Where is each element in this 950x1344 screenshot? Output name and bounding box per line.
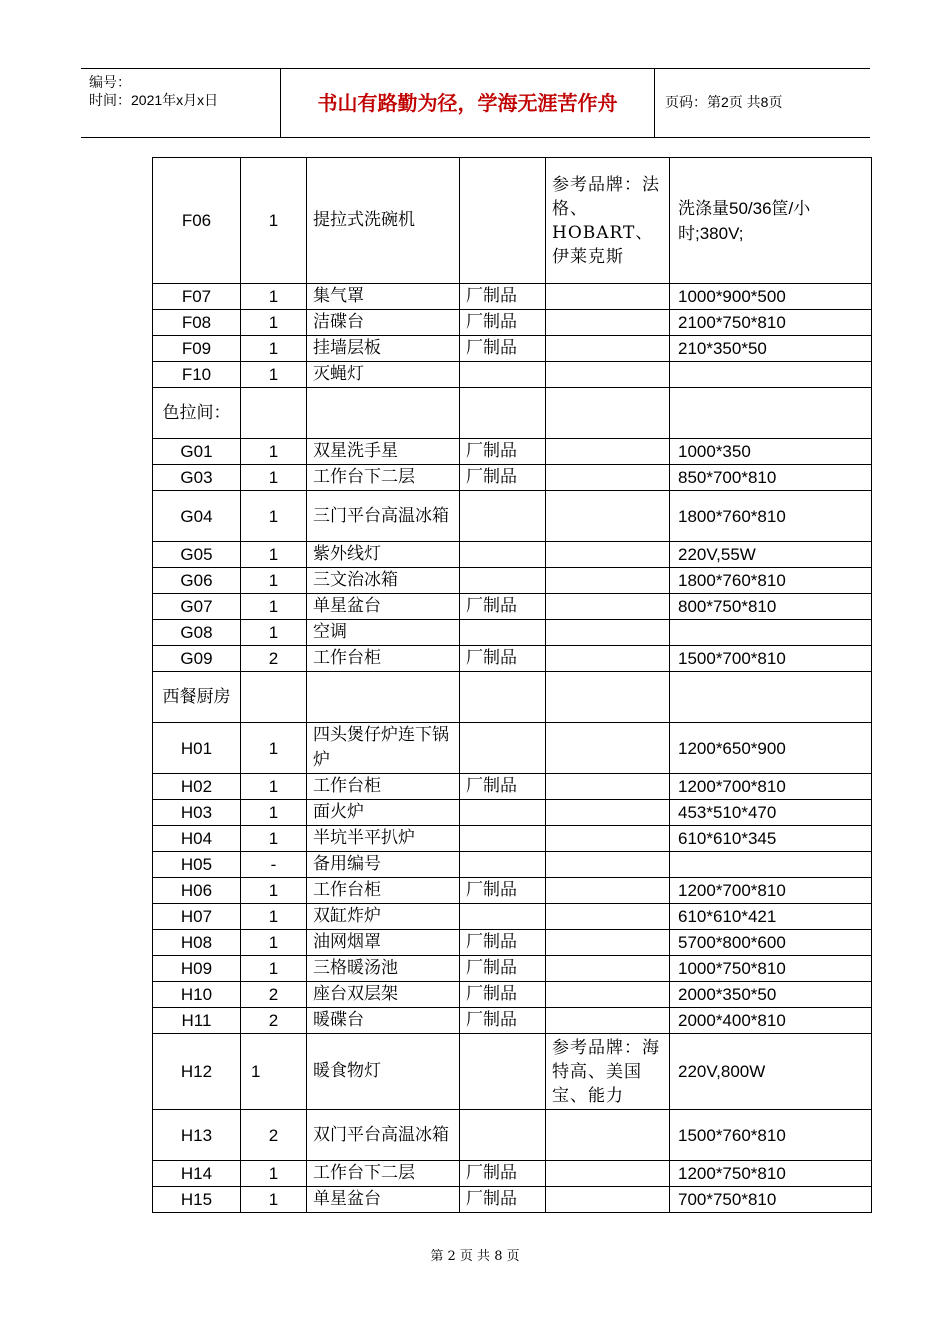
item-manufacture-type xyxy=(460,852,546,878)
item-specification: 2000*400*810 xyxy=(670,1008,872,1034)
item-name: 紫外线灯 xyxy=(307,542,460,568)
table-row xyxy=(153,904,872,930)
item-code: H15 xyxy=(153,1187,241,1213)
number-label: 编号： xyxy=(89,74,131,90)
item-quantity: 1 xyxy=(241,594,307,620)
section-row xyxy=(153,388,872,439)
item-quantity: 1 xyxy=(241,362,307,388)
item-manufacture-type: 厂制品 xyxy=(460,1008,546,1034)
page-header xyxy=(81,68,870,138)
item-code: G05 xyxy=(153,542,241,568)
item-reference-brand xyxy=(546,930,670,956)
empty-cell xyxy=(241,388,307,439)
item-quantity: 2 xyxy=(241,1110,307,1161)
item-code: H12 xyxy=(153,1034,241,1110)
item-code: H03 xyxy=(153,800,241,826)
item-manufacture-type: 厂制品 xyxy=(460,956,546,982)
equipment-table xyxy=(152,157,872,1213)
item-reference-brand xyxy=(546,439,670,465)
header-meta-cell xyxy=(81,69,281,137)
item-quantity: 2 xyxy=(241,646,307,672)
empty-cell xyxy=(546,388,670,439)
item-reference-brand xyxy=(546,826,670,852)
table-row xyxy=(153,491,872,542)
item-specification: 850*700*810 xyxy=(670,465,872,491)
item-code: H11 xyxy=(153,1008,241,1034)
item-specification: 210*350*50 xyxy=(670,336,872,362)
item-reference-brand xyxy=(546,362,670,388)
item-reference-brand xyxy=(546,800,670,826)
item-manufacture-type xyxy=(460,620,546,646)
section-label: 色拉间： xyxy=(153,388,241,439)
item-reference-brand xyxy=(546,336,670,362)
table-row xyxy=(153,594,872,620)
item-name: 双门平台高温冰箱 xyxy=(307,1110,460,1161)
item-manufacture-type xyxy=(460,800,546,826)
item-name: 挂墙层板 xyxy=(307,336,460,362)
equipment-table-body xyxy=(153,158,872,1213)
item-code: G01 xyxy=(153,439,241,465)
item-reference-brand xyxy=(546,465,670,491)
item-specification: 2000*350*50 xyxy=(670,982,872,1008)
table-row xyxy=(153,439,872,465)
section-label: 西餐厨房 xyxy=(153,672,241,723)
item-quantity: 1 xyxy=(241,310,307,336)
item-name: 空调 xyxy=(307,620,460,646)
empty-cell xyxy=(307,672,460,723)
item-code: H02 xyxy=(153,774,241,800)
item-reference-brand xyxy=(546,491,670,542)
item-name: 双缸炸炉 xyxy=(307,904,460,930)
item-name: 单星盆台 xyxy=(307,594,460,620)
item-name: 洁碟台 xyxy=(307,310,460,336)
empty-cell xyxy=(670,388,872,439)
item-specification: 220V,55W xyxy=(670,542,872,568)
item-reference-brand xyxy=(546,594,670,620)
table-row xyxy=(153,542,872,568)
item-code: G08 xyxy=(153,620,241,646)
item-name: 座台双层架 xyxy=(307,982,460,1008)
table-row xyxy=(153,852,872,878)
item-name: 提拉式洗碗机 xyxy=(307,158,460,284)
item-code: H09 xyxy=(153,956,241,982)
item-manufacture-type: 厂制品 xyxy=(460,336,546,362)
item-manufacture-type: 厂制品 xyxy=(460,878,546,904)
table-row xyxy=(153,956,872,982)
item-specification: 610*610*345 xyxy=(670,826,872,852)
item-code: G06 xyxy=(153,568,241,594)
table-row xyxy=(153,1110,872,1161)
empty-cell xyxy=(546,672,670,723)
item-specification: 1000*750*810 xyxy=(670,956,872,982)
item-name: 三格暖汤池 xyxy=(307,956,460,982)
item-specification: 1200*650*900 xyxy=(670,723,872,774)
time-label: 时间：2021年x月x日 xyxy=(89,92,219,108)
item-manufacture-type: 厂制品 xyxy=(460,774,546,800)
item-specification: 1000*900*500 xyxy=(670,284,872,310)
item-quantity: 1 xyxy=(241,774,307,800)
item-code: H01 xyxy=(153,723,241,774)
item-specification xyxy=(670,620,872,646)
table-row xyxy=(153,336,872,362)
header-motto-cell xyxy=(281,69,655,137)
item-reference-brand: 参考品牌：法格、HOBART、伊莱克斯 xyxy=(546,158,670,284)
item-specification xyxy=(670,362,872,388)
item-manufacture-type xyxy=(460,826,546,852)
empty-cell xyxy=(307,388,460,439)
table-row xyxy=(153,930,872,956)
item-quantity: 1 xyxy=(241,800,307,826)
item-code: H04 xyxy=(153,826,241,852)
item-manufacture-type: 厂制品 xyxy=(460,1161,546,1187)
item-name: 双星洗手星 xyxy=(307,439,460,465)
item-reference-brand xyxy=(546,904,670,930)
item-name: 暖碟台 xyxy=(307,1008,460,1034)
item-name: 工作台柜 xyxy=(307,774,460,800)
item-code: F10 xyxy=(153,362,241,388)
item-quantity: 1 xyxy=(241,930,307,956)
item-manufacture-type: 厂制品 xyxy=(460,930,546,956)
item-specification: 5700*800*600 xyxy=(670,930,872,956)
item-specification: 洗涤量50/36筐/小时;380V; xyxy=(670,158,872,284)
item-reference-brand xyxy=(546,620,670,646)
item-reference-brand xyxy=(546,542,670,568)
item-manufacture-type xyxy=(460,542,546,568)
item-manufacture-type: 厂制品 xyxy=(460,439,546,465)
item-manufacture-type xyxy=(460,723,546,774)
item-name: 工作台柜 xyxy=(307,878,460,904)
item-specification: 1800*760*810 xyxy=(670,491,872,542)
item-quantity: 1 xyxy=(241,620,307,646)
item-name: 工作台下二层 xyxy=(307,1161,460,1187)
item-code: F09 xyxy=(153,336,241,362)
table-row xyxy=(153,646,872,672)
item-manufacture-type: 厂制品 xyxy=(460,465,546,491)
item-quantity: 2 xyxy=(241,982,307,1008)
item-name: 面火炉 xyxy=(307,800,460,826)
item-manufacture-type: 厂制品 xyxy=(460,310,546,336)
item-manufacture-type: 厂制品 xyxy=(460,1187,546,1213)
table-row xyxy=(153,1008,872,1034)
item-name: 三文治冰箱 xyxy=(307,568,460,594)
item-quantity: 1 xyxy=(241,336,307,362)
item-name: 油网烟罩 xyxy=(307,930,460,956)
item-quantity: 1 xyxy=(241,439,307,465)
item-quantity: 1 xyxy=(241,465,307,491)
item-name: 工作台下二层 xyxy=(307,465,460,491)
item-specification: 2100*750*810 xyxy=(670,310,872,336)
item-specification: 1500*700*810 xyxy=(670,646,872,672)
item-reference-brand xyxy=(546,956,670,982)
table-row xyxy=(153,568,872,594)
item-specification: 610*610*421 xyxy=(670,904,872,930)
item-code: F08 xyxy=(153,310,241,336)
item-quantity: 1 xyxy=(241,878,307,904)
item-specification: 1800*760*810 xyxy=(670,568,872,594)
item-manufacture-type xyxy=(460,568,546,594)
table-row xyxy=(153,982,872,1008)
item-quantity: 1 xyxy=(241,1187,307,1213)
table-row xyxy=(153,723,872,774)
header-page-cell xyxy=(655,69,870,137)
item-code: H10 xyxy=(153,982,241,1008)
item-specification: 1500*760*810 xyxy=(670,1110,872,1161)
empty-cell xyxy=(460,672,546,723)
item-quantity: 1 xyxy=(241,568,307,594)
item-code: G03 xyxy=(153,465,241,491)
page-number-label: 页码：第2页 共8页 xyxy=(665,94,783,110)
item-reference-brand xyxy=(546,646,670,672)
page-footer: 第 2 页 共 8 页 xyxy=(430,1249,520,1264)
table-row xyxy=(153,310,872,336)
item-reference-brand xyxy=(546,1008,670,1034)
item-specification: 1200*700*810 xyxy=(670,878,872,904)
item-manufacture-type: 厂制品 xyxy=(460,646,546,672)
table-row xyxy=(153,620,872,646)
table-row xyxy=(153,774,872,800)
item-specification: 220V,800W xyxy=(670,1034,872,1110)
item-name: 半坑半平扒炉 xyxy=(307,826,460,852)
table-row xyxy=(153,1187,872,1213)
item-reference-brand xyxy=(546,1161,670,1187)
item-code: G07 xyxy=(153,594,241,620)
table-row xyxy=(153,826,872,852)
item-reference-brand xyxy=(546,878,670,904)
item-name: 灭蝇灯 xyxy=(307,362,460,388)
item-quantity: 1 xyxy=(241,1034,307,1110)
empty-cell xyxy=(460,388,546,439)
item-code: F06 xyxy=(153,158,241,284)
item-specification: 1200*700*810 xyxy=(670,774,872,800)
item-quantity: 1 xyxy=(241,1161,307,1187)
item-specification: 453*510*470 xyxy=(670,800,872,826)
item-manufacture-type xyxy=(460,904,546,930)
item-code: H07 xyxy=(153,904,241,930)
item-reference-brand xyxy=(546,982,670,1008)
item-manufacture-type xyxy=(460,158,546,284)
item-reference-brand xyxy=(546,774,670,800)
item-name: 工作台柜 xyxy=(307,646,460,672)
item-reference-brand xyxy=(546,852,670,878)
item-name: 备用编号 xyxy=(307,852,460,878)
item-manufacture-type: 厂制品 xyxy=(460,594,546,620)
item-name: 集气罩 xyxy=(307,284,460,310)
table-row xyxy=(153,1161,872,1187)
table-row xyxy=(153,465,872,491)
item-quantity: 1 xyxy=(241,956,307,982)
item-reference-brand xyxy=(546,723,670,774)
item-quantity: 1 xyxy=(241,284,307,310)
empty-cell xyxy=(670,672,872,723)
item-reference-brand xyxy=(546,1110,670,1161)
item-manufacture-type xyxy=(460,362,546,388)
item-code: H13 xyxy=(153,1110,241,1161)
item-code: H08 xyxy=(153,930,241,956)
item-quantity: 1 xyxy=(241,904,307,930)
table-row xyxy=(153,878,872,904)
item-reference-brand xyxy=(546,310,670,336)
item-reference-brand xyxy=(546,568,670,594)
item-quantity: 1 xyxy=(241,826,307,852)
item-manufacture-type: 厂制品 xyxy=(460,982,546,1008)
item-code: G04 xyxy=(153,491,241,542)
table-row xyxy=(153,158,872,284)
item-quantity: 1 xyxy=(241,542,307,568)
item-quantity: 1 xyxy=(241,491,307,542)
table-row xyxy=(153,362,872,388)
item-specification: 700*750*810 xyxy=(670,1187,872,1213)
item-name: 三门平台高温冰箱 xyxy=(307,491,460,542)
empty-cell xyxy=(241,672,307,723)
item-quantity: - xyxy=(241,852,307,878)
item-code: F07 xyxy=(153,284,241,310)
item-code: G09 xyxy=(153,646,241,672)
item-specification xyxy=(670,852,872,878)
item-quantity: 1 xyxy=(241,723,307,774)
item-manufacture-type xyxy=(460,1110,546,1161)
motto-text: 书山有路勤为径，学海无涯苦作舟 xyxy=(317,91,618,115)
item-name: 单星盆台 xyxy=(307,1187,460,1213)
item-code: H05 xyxy=(153,852,241,878)
item-reference-brand xyxy=(546,284,670,310)
table-row xyxy=(153,284,872,310)
item-name: 暖食物灯 xyxy=(307,1034,460,1110)
item-quantity: 1 xyxy=(241,158,307,284)
table-row xyxy=(153,800,872,826)
item-specification: 1200*750*810 xyxy=(670,1161,872,1187)
item-code: H06 xyxy=(153,878,241,904)
item-specification: 1000*350 xyxy=(670,439,872,465)
item-quantity: 2 xyxy=(241,1008,307,1034)
item-manufacture-type: 厂制品 xyxy=(460,284,546,310)
item-manufacture-type xyxy=(460,491,546,542)
item-manufacture-type xyxy=(460,1034,546,1110)
item-code: H14 xyxy=(153,1161,241,1187)
item-specification: 800*750*810 xyxy=(670,594,872,620)
section-row xyxy=(153,672,872,723)
item-name: 四头煲仔炉连下锅炉 xyxy=(307,723,460,774)
item-reference-brand: 参考品牌：海特高、美国宝、能力 xyxy=(546,1034,670,1110)
item-reference-brand xyxy=(546,1187,670,1213)
table-row xyxy=(153,1034,872,1110)
